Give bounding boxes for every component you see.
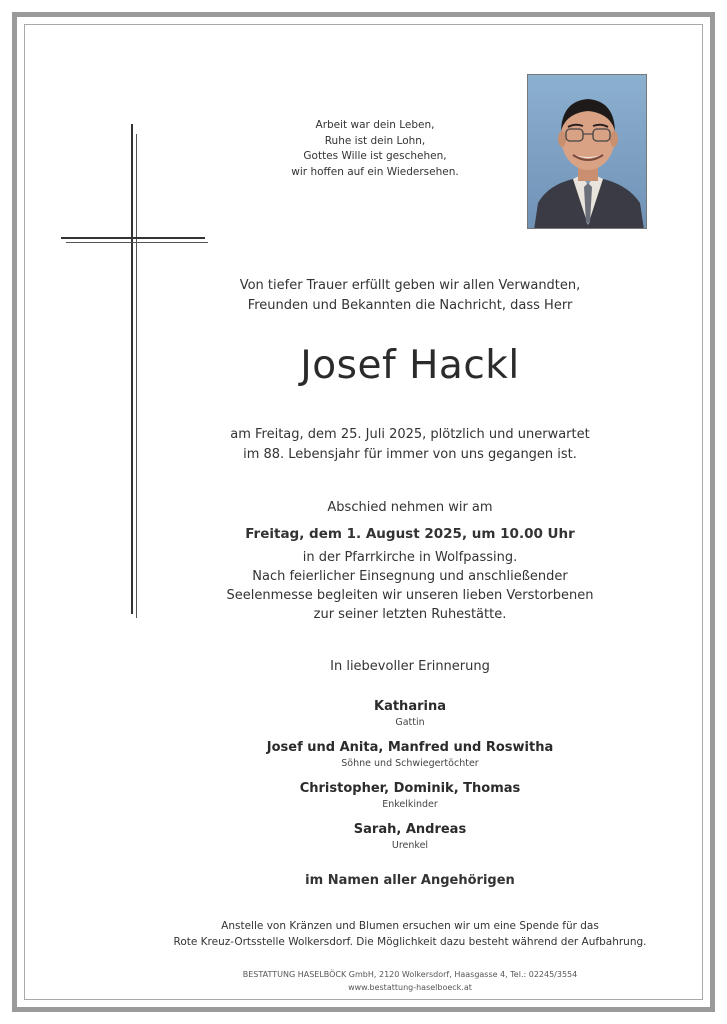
funeral-home-address: BESTATTUNG HASELBÖCK GmbH, 2120 Wolkersdorf, Haasgasse 4, Tel.: 02245/3554: [242, 970, 578, 979]
mourner-entry: [160, 739, 660, 770]
service-datetime: Freitag, dem 1. August 2025, um 10.00 Uhr: [245, 526, 575, 542]
on-behalf-text: im Namen aller Angehörigen: [305, 873, 515, 888]
farewell-text: Abschied nehmen wir am: [327, 500, 493, 515]
death-notice-line: im 88. Lebensjahr für immer von uns gegangen ist.: [243, 447, 577, 462]
motto-line: Gottes Wille ist geschehen,: [303, 150, 447, 162]
mourner-names: Katharina: [374, 699, 446, 714]
mourner-entry: [160, 821, 660, 852]
cross-horizontal-bar: [61, 237, 205, 239]
portrait-illustration: [528, 75, 647, 229]
service-place-line: in der Pfarrkirche in Wolfpassing.: [302, 550, 518, 565]
mourners-list: [160, 698, 660, 862]
mourner-relation: Gattin: [395, 717, 425, 728]
memory-heading: In liebevoller Erinnerung: [330, 659, 490, 674]
mourner-entry: [160, 698, 660, 729]
service-place-line: Nach feierlicher Einsegnung und anschließender: [252, 569, 568, 584]
motto-verse: [255, 118, 495, 180]
cross-vertical-bar-shadow: [136, 134, 137, 618]
deceased-name: Josef Hackl: [300, 343, 520, 388]
announcement-intro: [160, 276, 660, 316]
cross-vertical-bar: [131, 124, 133, 614]
mourner-relation: Enkelkinder: [382, 799, 438, 810]
motto-line: wir hoffen auf ein Wiedersehen.: [291, 165, 459, 178]
service-place-line: Seelenmesse begleiten wir unseren lieben Verstorbenen: [226, 588, 594, 603]
donation-line: Rote Kreuz-Ortsstelle Wolkersdorf. Die Möglichkeit dazu besteht während der Aufbahrung.: [173, 936, 647, 948]
portrait-photo: [527, 74, 647, 229]
mourner-relation: Söhne und Schwiegertöchter: [341, 758, 479, 769]
cross-horizontal-bar-shadow: [66, 242, 208, 243]
funeral-home-website: www.bestattung-haselboeck.at: [348, 983, 472, 992]
motto-line: Arbeit war dein Leben,: [315, 119, 435, 131]
mourner-relation: Urenkel: [391, 840, 429, 851]
mourner-names: Sarah, Andreas: [353, 822, 467, 837]
service-place-line: zur seiner letzten Ruhestätte.: [313, 607, 507, 622]
donation-note: [160, 918, 660, 950]
death-notice-line: am Freitag, dem 25. Juli 2025, plötzlich und unerwartet: [230, 427, 590, 442]
motto-line: Ruhe ist dein Lohn,: [324, 134, 426, 147]
mourner-names: Christopher, Dominik, Thomas: [299, 781, 521, 796]
intro-line: Freunden und Bekannten die Nachricht, dass Herr: [247, 298, 573, 313]
service-place: [160, 548, 660, 624]
mourner-names: Josef und Anita, Manfred und Roswitha: [266, 740, 554, 755]
donation-line: Anstelle von Kränzen und Blumen ersuchen wir um eine Spende für das: [221, 920, 599, 932]
intro-line: Von tiefer Trauer erfüllt geben wir allen Verwandten,: [239, 278, 581, 293]
mourner-entry: [160, 780, 660, 811]
death-notice: [160, 425, 660, 465]
funeral-home-footer: [160, 968, 660, 994]
